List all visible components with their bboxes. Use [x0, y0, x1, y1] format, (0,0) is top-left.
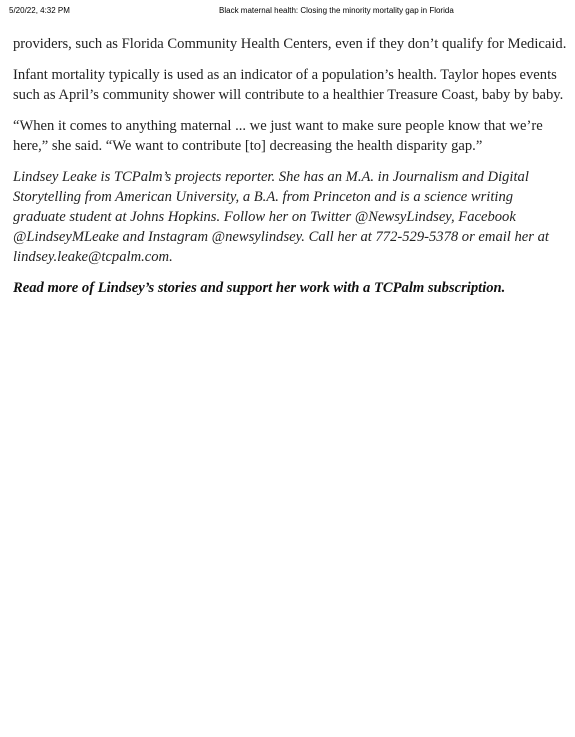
author-bio: Lindsey Leake is TCPalm’s projects reporter. She has an M.A. in Journalism and Digital Storytelling from American University, a B.A. from Princeton and is a science writing graduate student at Johns Hopkins. Follow her on Twitter @NewsyLindsey, Facebook @LindseyMLeake and Instagram @newsylindsey. Call her at 772-529-5378 or email her at lindsey.leake@tcpalm.com.	[13, 168, 549, 266]
subscription-cta: Read more of Lindsey’s stories and support her work with a TCPalm subscription.	[13, 280, 506, 297]
print-date: 5/20/22, 4:32 PM	[9, 6, 70, 15]
article-body	[13, 34, 569, 309]
print-header	[9, 6, 566, 18]
print-page-title: Black maternal health: Closing the minority mortality gap in Florida	[219, 6, 454, 15]
article-paragraph: Infant mortality typically is used as an indicator of a population’s health. Taylor hopes events such as April’s community shower will contribute to a healthier Treasure Coast, baby by baby.	[13, 66, 564, 103]
article-paragraph: providers, such as Florida Community Health Centers, even if they don’t qualify for Medicaid.	[13, 36, 567, 52]
article-paragraph: “When it comes to anything maternal ... we just want to make sure people know that we’re here,” she said. “We want to contribute [to] decreasing the health disparity gap.”	[13, 117, 543, 154]
